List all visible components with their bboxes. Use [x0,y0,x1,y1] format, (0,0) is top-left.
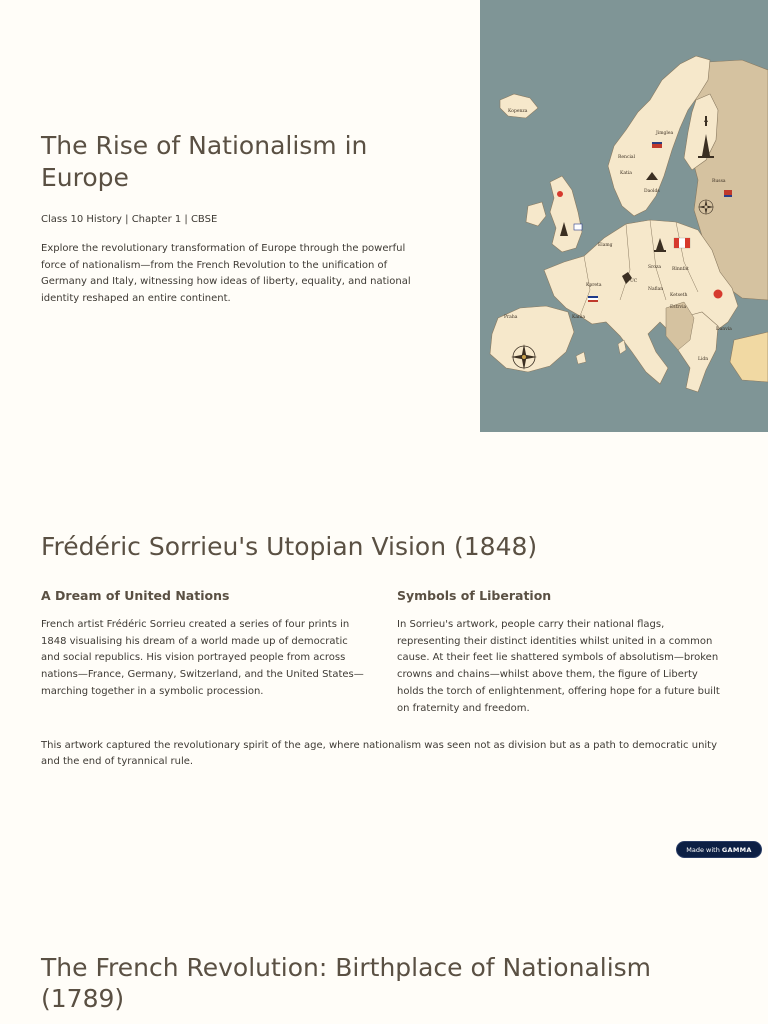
text-symbols: In Sorrieu's artwork, people carry their national flags, representing their distinct identities whilst united in a common cause. At their feet lie shattered symbols of absolutism—broken crowns and chains—whilst above them, the figure of Liberty holds the torch of enlightenment, offering hope for a future built on fraternity and freedom. [397,619,720,714]
svg-text:Praha: Praha [504,315,518,320]
hero-description: Explore the revolutionary transformation of Europe through the powerful force of nationalism—from the French Revolution to the unification of Germany and Italy, witnessing how ideas of liberty, equality, and national identity reshaped an entire continent. [41,243,411,305]
svg-text:UC: UC [630,279,638,284]
gamma-logo: GAMMA [721,846,752,854]
svg-text:Daolds: Daolds [644,189,660,194]
heading-dream: A Dream of United Nations [41,588,230,603]
europe-map-image [480,0,768,432]
svg-text:Estrvia: Estrvia [670,305,687,310]
heading-symbols: Symbols of Liberation [397,588,552,603]
column-dream [41,588,367,701]
badge-prefix: Made with [686,846,720,854]
svg-text:Russa: Russa [712,179,726,184]
svg-text:Kpreta: Kpreta [586,283,602,288]
svg-text:Ketseth: Ketseth [670,293,688,298]
svg-text:Danvia: Danvia [716,327,732,332]
sorrieu-section [41,532,731,767]
svg-text:Elamg: Elamg [598,243,613,248]
text-dream: French artist Frédéric Sorrieu created a series of four prints in 1848 visualising his dream of a world made up of democratic and social republics. His vision portrayed people from across nations—France, Germany, Switzerland, and the United States—marching together in a symbolic procession. [41,619,364,697]
hero-section [0,0,768,432]
europe-map-illustration [480,0,768,432]
svg-text:Naflan: Naflan [648,287,664,292]
svg-text:Kopenza: Kopenza [508,109,528,114]
svg-text:Jimglea: Jimglea [656,131,674,136]
svg-text:Katia: Katia [620,171,632,176]
hero-text [41,130,431,308]
made-with-gamma-badge[interactable] [676,841,762,858]
hero-title: The Rise of Nationalism in Europe [41,131,368,192]
section-title-french-revolution: The French Revolution: Birthplace of Nationalism (1789) [41,953,652,1013]
closing-paragraph: This artwork captured the revolutionary spirit of the age, where nationalism was seen not as division but as a path to democratic unity and the end of tyrannical rule. [41,740,718,767]
french-revolution-section [41,952,731,1014]
svg-text:Lidn: Lidn [698,357,709,362]
column-symbols [397,588,723,717]
svg-text:Kania: Kania [572,315,586,320]
sorrieu-columns [41,588,731,718]
svg-text:Rlnnfat: Rlnnfat [672,267,689,272]
svg-text:Sroza: Sroza [648,265,661,270]
hero-subtitle: Class 10 History | Chapter 1 | CBSE [41,214,218,225]
svg-text:Rencial: Rencial [618,155,636,160]
section-title-sorrieu: Frédéric Sorrieu's Utopian Vision (1848) [41,532,538,561]
